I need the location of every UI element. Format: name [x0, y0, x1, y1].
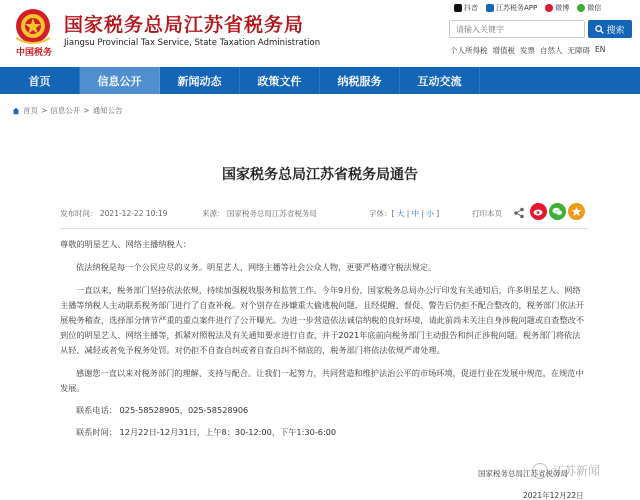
font-size-small[interactable]: 小 [426, 209, 434, 218]
share-wechat-button[interactable] [549, 203, 566, 220]
top-link-label: 江苏税务APP [496, 4, 538, 12]
search-button[interactable] [588, 20, 632, 38]
font-size-medium[interactable]: 中 [411, 209, 420, 218]
tax-emblem-icon [9, 6, 57, 46]
nav-item-tax-service[interactable]: 纳税服务 [320, 67, 400, 94]
site-title[interactable]: 国家税务总局江苏省税务局 [64, 14, 305, 36]
watermark-text: 江苏新闻 [552, 464, 601, 478]
quick-link-vat[interactable]: 增值税 [492, 46, 515, 55]
wechat-icon [577, 4, 585, 12]
top-link-label: 微信 [587, 4, 602, 12]
breadcrumb-separator: > [41, 106, 48, 115]
breadcrumb-notices[interactable]: 通知公告 [92, 106, 123, 115]
emblem-caption: 中国税务 [15, 48, 52, 58]
top-link-wechat[interactable] [577, 3, 601, 13]
top-links [454, 2, 601, 14]
quick-links [450, 45, 605, 56]
search-icon [595, 25, 604, 34]
breadcrumb-info[interactable]: 信息公开 [50, 106, 81, 115]
top-link-app[interactable] [486, 3, 537, 13]
publish-time: 发布时间： 2021-12-22 10:19 [60, 209, 168, 218]
quick-link-accessibility[interactable]: 无障碍 [567, 46, 590, 55]
search-button-label: 搜索 [606, 25, 625, 36]
breadcrumb-home[interactable]: 首页 [23, 106, 38, 115]
top-link-label: 微博 [555, 4, 570, 12]
breadcrumb-separator: > [83, 106, 90, 115]
breadcrumb [12, 105, 123, 116]
nav-item-interaction[interactable]: 互动交流 [400, 67, 480, 94]
weibo-icon [533, 207, 544, 216]
quick-link-iit[interactable]: 个人所得税 [450, 46, 488, 55]
share-icon[interactable] [513, 207, 525, 219]
top-link-douyin[interactable] [454, 3, 478, 13]
font-size-control: 字体：[ 大 | 中 | 小 ] [369, 209, 440, 218]
quick-link-invoice[interactable]: 发票 [520, 46, 535, 55]
contact-phone: 联系电话： 025-58528905，025-58528906 [76, 405, 249, 415]
site-subtitle: Jiangsu Provincial Tax Service, State Taxation Administration [64, 38, 321, 48]
article-paragraph: 依法纳税是每一个公民应尽的义务。明星艺人、网络主播等社会公众人物，更要严格遵守税法规定。 [76, 262, 437, 272]
top-link-weibo[interactable] [545, 3, 569, 13]
article-title: 国家税务总局江苏省税务局通告 [222, 167, 418, 183]
favorite-button[interactable] [568, 203, 585, 220]
article-paragraph: 一直以来，税务部门坚持依法依规，持续加强税收服务和监管工作。今年9月份，国家税务总局办公厅印发有关通知后，许多明星艺人、网络主播等纳税人主动联系税务部门进行了自查补税。对个别存在涉嫌重大偷逃税问题，且经提醒、督促、警告后仍拒不配合整改的，税务部门依法开展税务稽查，选择部分情节严重的重点案件进行了公开曝光。为进一步营造依法诚信纳税的良好环境，请此前尚未关注自身涉税问题或自查整改不到位的明星艺人、网络主播等，抓紧对照税法及有关通知要求进行自查，并于2021年底前向税务部门主动报告和纠正涉税问题。税务部门将依法从轻、减轻或者免予税务处罚。对仍拒不自查自纠或者自查自纠不彻底的，税务部门将依法依规严肃处理。 [60, 285, 585, 355]
home-icon [12, 107, 20, 115]
article-greeting: 尊敬的明星艺人、网络主播纳税人： [60, 239, 192, 249]
nav-item-policy[interactable]: 政策文件 [240, 67, 320, 94]
site-header [0, 0, 640, 67]
article-divider [60, 228, 588, 229]
wechat-icon [552, 207, 563, 216]
quick-link-natural-person[interactable]: 自然人 [540, 46, 563, 55]
watermark-logo-icon [532, 463, 548, 479]
nav-item-news[interactable]: 新闻动态 [160, 67, 240, 94]
article-source: 来源： 国家税务总局江苏省税务局 [202, 209, 317, 218]
weibo-icon [545, 4, 553, 12]
nav-item-info-disclosure[interactable]: 信息公开 [80, 67, 160, 94]
article-paragraph: 感谢您一直以来对税务部门的理解、支持与配合。让我们一起努力，共同营造和维护法治公平的市场环境，促进行业在发展中规范，在规范中发展。 [60, 368, 584, 393]
main-nav [0, 67, 640, 94]
douyin-icon [454, 4, 462, 12]
nav-item-home[interactable]: 首页 [0, 67, 80, 94]
star-icon [571, 206, 582, 217]
font-size-large[interactable]: 大 [396, 209, 405, 218]
app-icon [486, 4, 494, 12]
font-size-label: 字体： [369, 209, 392, 218]
search-input[interactable] [449, 20, 585, 38]
signature-date: 2021年12月22日 [523, 491, 584, 500]
quick-link-english[interactable]: EN [595, 45, 606, 54]
share-weibo-button[interactable] [530, 203, 547, 220]
top-link-label: 抖音 [464, 4, 478, 12]
signature-org: 国家税务总局江苏省税务局 [478, 469, 568, 478]
watermark [532, 462, 600, 479]
contact-time: 联系时间： 12月22日-12月31日，上午8：30-12:00，下午1:30-6:00 [76, 427, 337, 437]
print-page-button[interactable]: 打印本页 [472, 209, 502, 218]
